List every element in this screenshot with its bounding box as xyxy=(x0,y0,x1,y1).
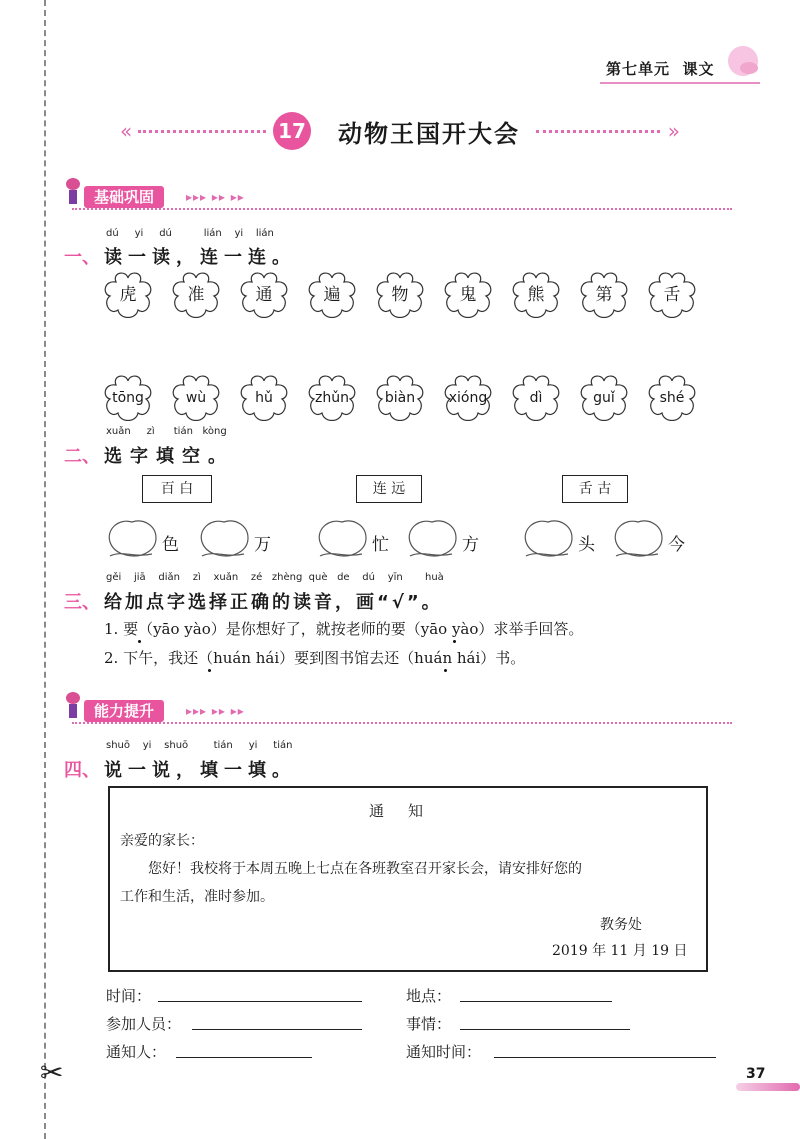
pinyin-text: guǐ xyxy=(593,390,615,406)
q2-word-suffix: 方 xyxy=(462,535,479,555)
q3-pinyin: gěi jiā diǎn zì xuǎn zé zhèng què de dú yīn huà xyxy=(106,572,444,583)
q2-instruction: 选字填空。 xyxy=(104,446,234,467)
character-text: 鬼 xyxy=(459,285,477,305)
peach-answer-box[interactable] xyxy=(404,516,460,560)
notice-box xyxy=(108,786,708,972)
q2-word-suffix: 万 xyxy=(254,535,271,555)
notifier-blank[interactable] xyxy=(176,1057,312,1058)
flower-icon xyxy=(728,46,758,76)
character-cloud[interactable] xyxy=(442,272,494,318)
pinyin-cloud[interactable] xyxy=(442,375,494,421)
q2-number: 二、 xyxy=(64,446,100,467)
q2-word-suffix: 忙 xyxy=(372,535,389,555)
q2-box-2: 连 远 xyxy=(356,475,422,503)
pinyin-cloud[interactable] xyxy=(102,375,154,421)
q3-instruction: 给加点字选择正确的读音，画“√”。 xyxy=(104,592,443,613)
pinyin-text: shé xyxy=(659,390,685,406)
page-number-bar xyxy=(736,1083,800,1091)
character-text: 虎 xyxy=(119,285,137,305)
peach-answer-box[interactable] xyxy=(610,516,666,560)
page-number: 37 xyxy=(746,1066,766,1082)
section-banner-advanced: 能力提升 xyxy=(84,700,164,722)
pinyin-cloud[interactable] xyxy=(238,375,290,421)
character-cloud[interactable] xyxy=(102,272,154,318)
lesson-type-label: 课文 xyxy=(682,60,715,78)
section-divider xyxy=(72,722,732,724)
lesson-title: 动物王国开大会 xyxy=(338,120,520,148)
character-text: 遍 xyxy=(323,285,341,305)
header-underline xyxy=(600,82,760,84)
character-text: 熊 xyxy=(527,285,545,305)
pinyin-cloud[interactable] xyxy=(646,375,698,421)
section-divider xyxy=(72,208,732,210)
emphasis-dot xyxy=(453,640,456,643)
pinyin-text: hǔ xyxy=(255,390,273,406)
pinyin-cloud[interactable] xyxy=(306,375,358,421)
emphasis-dot xyxy=(138,640,141,643)
place-blank[interactable] xyxy=(460,1001,612,1002)
q2-box-1: 百 白 xyxy=(142,475,212,503)
pinyin-text: biàn xyxy=(384,390,416,406)
q3-sentence-1: 1. 要（yāo yào）是你想好了，就按老师的要（yāo yào）求举手回答。 xyxy=(104,620,584,638)
q4-pinyin: shuō yi shuō tián yi tián xyxy=(106,740,293,751)
character-text: 物 xyxy=(391,285,409,305)
banner-arrows-icon: ▸▸▸ ▸▸ ▸▸ xyxy=(186,190,245,204)
notice-signer: 教务处 xyxy=(600,917,642,933)
peach-answer-box[interactable] xyxy=(314,516,370,560)
lesson-number-badge: 17 xyxy=(273,112,311,150)
unit-header xyxy=(606,58,714,79)
emphasis-dot xyxy=(208,669,211,672)
notice-greeting: 亲爱的家长： xyxy=(120,833,204,849)
character-text: 第 xyxy=(595,285,613,305)
pinyin-text: dì xyxy=(529,390,543,406)
character-cloud[interactable] xyxy=(510,272,562,318)
lesson-title-row xyxy=(120,110,680,154)
q3-number: 三、 xyxy=(64,592,100,613)
pinyin-cloud[interactable] xyxy=(578,375,630,421)
notice-date: 2019 年 11 月 19 日 xyxy=(552,943,688,959)
unit-label: 第七单元 xyxy=(606,60,671,78)
peach-answer-box[interactable] xyxy=(104,516,160,560)
pinyin-text: tōng xyxy=(112,390,144,406)
q2-box-3: 舌 古 xyxy=(562,475,628,503)
scissors-icon: ✂ xyxy=(40,1056,64,1089)
time-blank[interactable] xyxy=(158,1001,362,1002)
q1-number: 一、 xyxy=(64,247,100,268)
double-arrow-left-icon: « xyxy=(120,119,133,143)
q2-word-suffix: 色 xyxy=(162,535,179,555)
notice-title: 通知 xyxy=(368,802,447,820)
place-label: 地点： xyxy=(406,987,452,1005)
notice-time-label: 通知时间： xyxy=(406,1043,482,1061)
double-arrow-right-icon: » xyxy=(667,119,680,143)
character-cloud[interactable] xyxy=(170,272,222,318)
q2-word-suffix: 今 xyxy=(668,535,685,555)
peach-answer-box[interactable] xyxy=(520,516,576,560)
pinyin-cloud[interactable] xyxy=(170,375,222,421)
pinyin-cloud[interactable] xyxy=(510,375,562,421)
q2-pinyin: xuǎn zì tián kòng xyxy=(106,426,227,437)
character-cloud[interactable] xyxy=(578,272,630,318)
girl-icon xyxy=(66,692,80,718)
matter-label: 事情： xyxy=(406,1015,452,1033)
character-cloud[interactable] xyxy=(374,272,426,318)
time-label: 时间： xyxy=(106,987,152,1005)
cut-line xyxy=(44,0,46,1139)
q1-instruction: 读一读，连一连。 xyxy=(104,247,296,268)
matter-blank[interactable] xyxy=(460,1029,630,1030)
pinyin-text: xióng xyxy=(448,390,488,406)
q2-word-suffix: 头 xyxy=(578,535,595,555)
notice-body-2: 工作和生活，准时参加。 xyxy=(120,889,274,905)
attendees-label: 参加人员： xyxy=(106,1015,182,1033)
character-text: 通 xyxy=(255,285,273,305)
q4-number: 四、 xyxy=(64,760,100,781)
title-dots-left xyxy=(138,130,266,133)
notice-time-blank[interactable] xyxy=(494,1057,716,1058)
banner-arrows-icon: ▸▸▸ ▸▸ ▸▸ xyxy=(186,704,245,718)
emphasis-dot xyxy=(444,669,447,672)
q1-pinyin: dú yi dú lián yi lián xyxy=(106,228,274,239)
girl-icon xyxy=(66,178,80,204)
pinyin-text: zhǔn xyxy=(315,390,349,406)
character-cloud[interactable] xyxy=(238,272,290,318)
attendees-blank[interactable] xyxy=(192,1029,362,1030)
character-text: 舌 xyxy=(663,285,681,305)
pinyin-text: wù xyxy=(185,390,207,406)
character-cloud[interactable] xyxy=(306,272,358,318)
title-dots-right xyxy=(536,130,660,133)
notice-body-1: 您好！我校将于本周五晚上七点在各班教室召开家长会，请安排好您的 xyxy=(148,861,582,877)
character-cloud[interactable] xyxy=(646,272,698,318)
pinyin-cloud[interactable] xyxy=(374,375,426,421)
q3-sentence-2: 2. 下午，我还（huán hái）要到图书馆去还（huán hái）书。 xyxy=(104,649,526,667)
q4-instruction: 说一说，填一填。 xyxy=(104,760,296,781)
peach-answer-box[interactable] xyxy=(196,516,252,560)
section-banner-basic: 基础巩固 xyxy=(84,186,164,208)
notifier-label: 通知人： xyxy=(106,1043,167,1061)
character-text: 准 xyxy=(187,285,205,305)
